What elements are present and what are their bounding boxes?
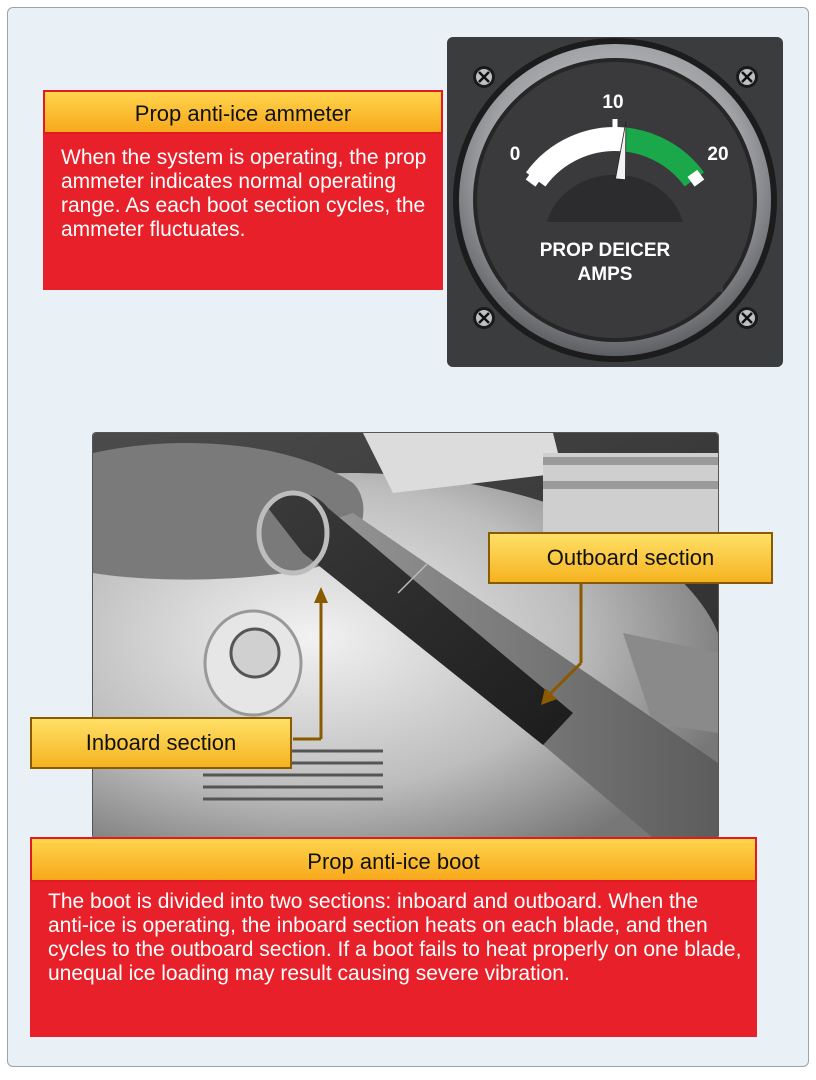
propeller-photo bbox=[92, 432, 719, 839]
screw-icon bbox=[473, 307, 495, 329]
screw-icon bbox=[736, 307, 758, 329]
ammeter-gauge-plate bbox=[447, 37, 783, 367]
ammeter-gauge bbox=[447, 37, 783, 367]
ammeter-callout-body: When the system is operating, the prop ammeter indicates normal operating range. As each boot section cycles, the ammeter fluctuates. bbox=[43, 134, 443, 290]
ammeter-callout-title: Prop anti-ice ammeter bbox=[43, 90, 443, 134]
inboard-section-label: Inboard section bbox=[30, 717, 292, 769]
boot-callout-title: Prop anti-ice boot bbox=[30, 837, 757, 882]
gauge-tick-label-min: 0 bbox=[509, 144, 521, 165]
screw-icon bbox=[473, 66, 495, 88]
outboard-section-label: Outboard section bbox=[488, 532, 773, 584]
boot-callout-body: The boot is divided into two sections: inboard and outboard. When the anti-ice is operating, the inboard section heats on each blade, and then cycles to the outboard section. If a boot fails to heat properly on one blade, unequal ice loading may result causing severe vibration. bbox=[30, 882, 757, 1037]
gauge-tick-label-max: 20 bbox=[707, 144, 729, 165]
gauge-tick-label-mid: 10 bbox=[602, 92, 624, 113]
gauge-label-line2: AMPS bbox=[577, 264, 633, 285]
gauge-label-line1: PROP DEICER bbox=[539, 240, 671, 261]
screw-icon bbox=[736, 66, 758, 88]
